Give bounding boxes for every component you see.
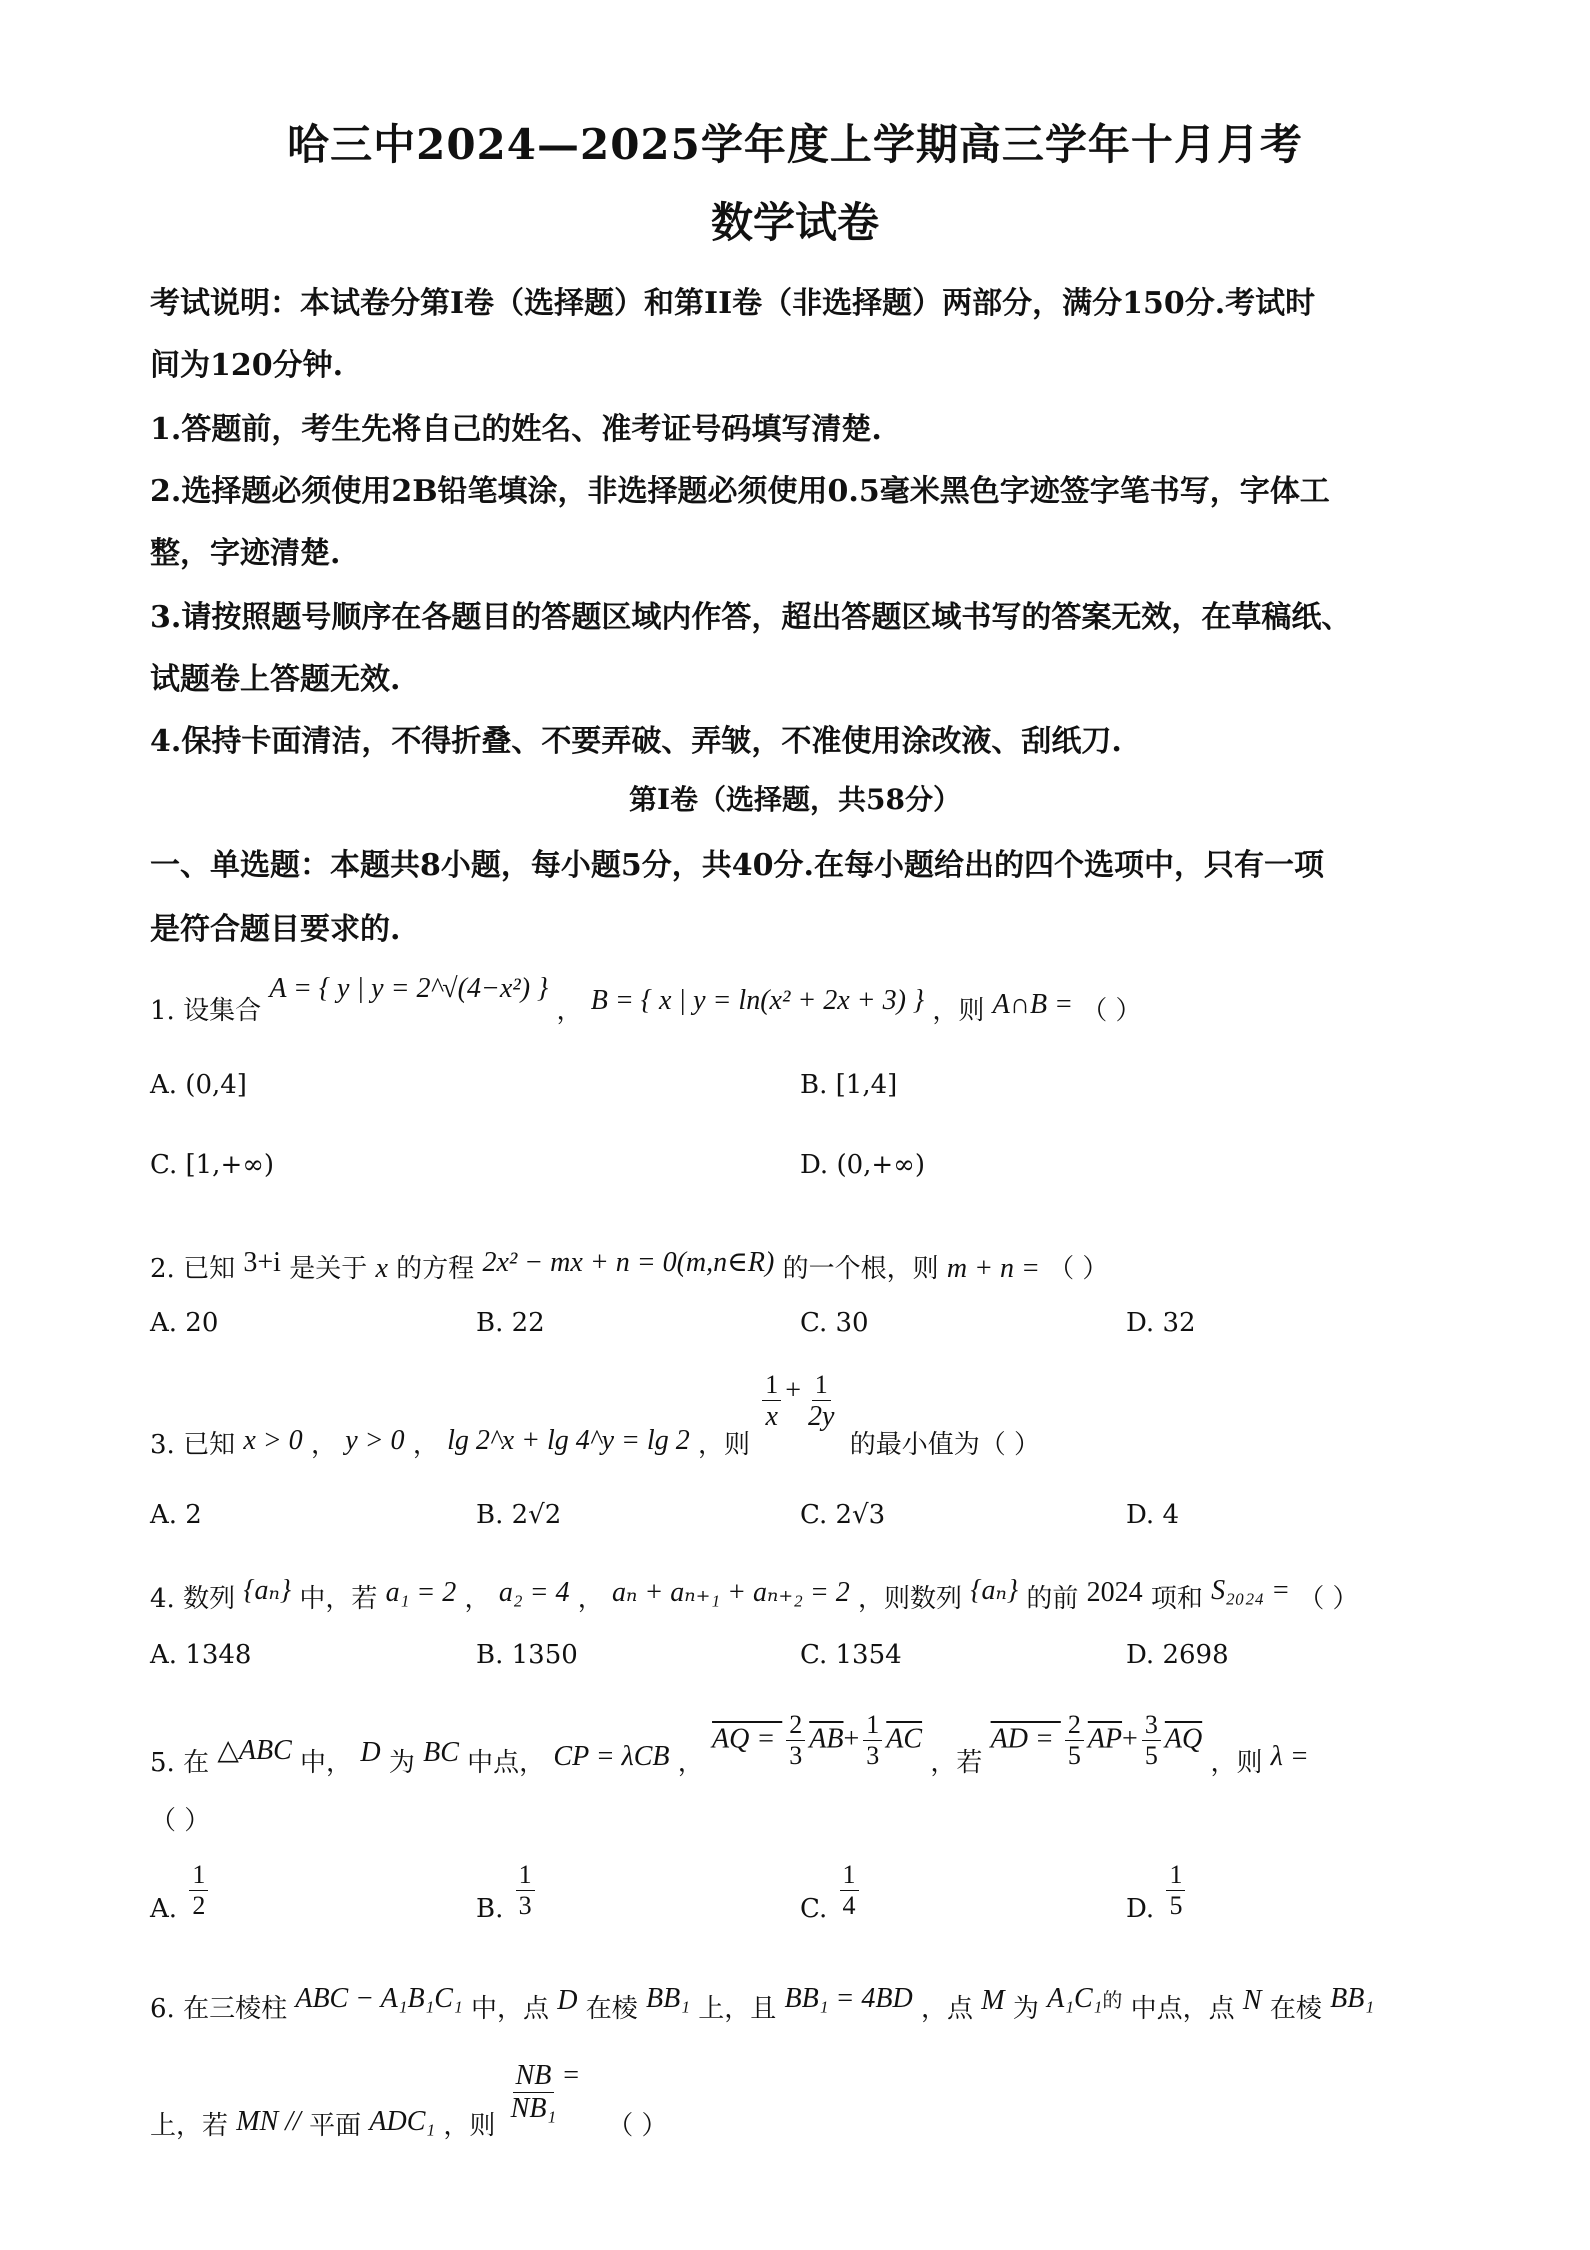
instructions-line-1: 考试说明：本试卷分第I卷（选择题）和第II卷（非选择题）两部分，满分150分.考试时 (150, 286, 1316, 321)
q3-fraction-1 (762, 1370, 781, 1433)
q5-ad-frac1 (1065, 1710, 1084, 1771)
q5-option-b (476, 1860, 539, 1925)
q5-aq-frac1 (786, 1710, 805, 1771)
q6-mn-parallel: MN // (236, 2105, 301, 2137)
q1-ask: A∩B = (992, 989, 1073, 1020)
q5-paren: （ ） (150, 1806, 211, 1836)
q4-sequence-2: {aₙ} (970, 1575, 1019, 1606)
q6-prism: ABC − A₁B₁C₁ (295, 1983, 463, 2014)
q5-option-b-den: 3 (518, 1890, 532, 1920)
q3-fraction-2 (805, 1370, 837, 1433)
q2-mid3: 的一个根，则 (782, 1254, 939, 1284)
q3-cond-x: x > 0 (243, 1424, 303, 1456)
q4-mid3: 的前 (1026, 1584, 1079, 1614)
q4-option-c: C. 1354 (800, 1640, 902, 1670)
q5-option-d-num: 1 (1166, 1860, 1185, 1891)
q2-option-a: A. 20 (150, 1308, 219, 1338)
q4-cond-a2: a₂ = 4 (498, 1577, 570, 1608)
section-title: 第I卷（选择题，共58分） (628, 783, 962, 816)
q6-mid7: 在棱 (1269, 1994, 1322, 2024)
q5-ad-v1: $\overline{AP}$ (1087, 1723, 1123, 1755)
q1-option-c: C. [1,+∞) (150, 1150, 275, 1180)
q5-point-d: D (360, 1737, 381, 1769)
q5-option-a-num: 1 (189, 1860, 208, 1891)
instruction-item-1: 1.答题前，考生先将自己的姓名、准考证号码填写清楚. (150, 412, 882, 447)
q5-option-c-den: 4 (842, 1890, 856, 1920)
q3-sep-1: ， (310, 1429, 337, 1460)
q6-mid1: 中，点 (470, 1994, 549, 2024)
q2-ask: m + n = (946, 1253, 1040, 1284)
q6-segment-a1c1: A₁C₁ (1047, 1983, 1103, 2014)
q5-mid2: 为 (388, 1748, 415, 1779)
q4-option-d: D. 2698 (1126, 1640, 1229, 1670)
q1-paren: （ ） (1081, 996, 1142, 1026)
q2-mid1: 是关于 (289, 1254, 368, 1284)
q5-sep-2: ，若 (930, 1748, 983, 1779)
q3-frac1-num: 1 (762, 1370, 781, 1401)
q3-cond-y: y > 0 (345, 1424, 405, 1456)
question-4 (150, 1575, 1450, 1615)
q5-option-c-num: 1 (840, 1860, 859, 1891)
question-6 (150, 1983, 1450, 2025)
q3-cond-log: lg 2^x + lg 4^y = lg 2 (447, 1424, 690, 1456)
q6-mid5: 为 (1012, 1994, 1039, 2024)
q6-de: 的 (1102, 1988, 1123, 2012)
q5-ad-frac2-den: 5 (1144, 1740, 1158, 1770)
q5-mid1: 中， (300, 1748, 353, 1779)
q5-aq-v1: $\overline{AB}$ (809, 1723, 844, 1755)
question-3 (150, 1370, 1450, 1460)
q5-aq-frac2 (863, 1710, 882, 1771)
part1-heading-a: 一、单选题：本题共8小题，每小题5分，共40分.在每小题给出的四个选项中，只有一项 (150, 848, 1324, 883)
q4-recurrence: aₙ + aₙ₊₁ + aₙ₊₂ = 2 (612, 1577, 850, 1608)
q4-ask: S₂₀₂₄ = (1211, 1575, 1291, 1606)
q5-segment-bc: BC (423, 1737, 459, 1769)
q5-option-d-frac (1166, 1860, 1185, 1921)
q1-option-d: D. (0,+∞) (800, 1150, 925, 1180)
exam-title: 哈三中2024—2025学年度上学期高三学年十月月考 (287, 120, 1303, 169)
q4-n: 2024 (1086, 1577, 1143, 1608)
q4-option-b: B. 1350 (476, 1640, 578, 1670)
q6-mid4: ，点 (920, 1994, 973, 2024)
q6-prefix: 6. 在三棱柱 (150, 1994, 288, 2024)
q5-mid3: 中点， (467, 1748, 546, 1779)
q5-ad-frac2-num: 3 (1142, 1710, 1161, 1741)
q6-plane-adc1: ADC₁ (369, 2105, 436, 2137)
q4-sep-2: ， (577, 1584, 604, 1614)
q1-tail: ，则 (932, 996, 985, 1026)
q5-aq-frac2-den: 3 (866, 1740, 880, 1770)
q5-vector-cp: CP = λCB (553, 1741, 670, 1773)
q5-option-b-num: 1 (516, 1860, 535, 1891)
q6-frac-num: NB (513, 2060, 555, 2093)
q5-aq-frac1-num: 2 (786, 1710, 805, 1741)
q2-equation: 2x² − mx + n = 0(m,n∈R) (482, 1247, 775, 1278)
q4-option-a: A. 1348 (150, 1640, 252, 1670)
q1-set-b: B = { x | y = ln(x² + 2x + 3) } (590, 985, 925, 1016)
q3-tail: 的最小值为（ ） (849, 1429, 1041, 1460)
q5-vector-ad (991, 1710, 1203, 1771)
question-5 (150, 1700, 1450, 1779)
q4-paren: （ ） (1298, 1584, 1359, 1614)
q5-option-d-label: D. (1126, 1894, 1155, 1925)
q2-mid2: 的方程 (396, 1254, 475, 1284)
q3-frac2-num: 1 (812, 1370, 831, 1401)
q4-sep-1: ， (464, 1584, 491, 1614)
q5-ad-frac2 (1142, 1710, 1161, 1771)
q6-edge-bb1: BB₁ (646, 1983, 690, 2014)
q5-ad-v2: $\overline{AQ}$ (1164, 1723, 1203, 1755)
q6-point-n: N (1242, 1985, 1262, 2016)
q2-prefix: 2. 已知 (150, 1254, 236, 1284)
q3-sep-2: ， (412, 1429, 439, 1460)
q5-ad-frac1-den: 5 (1067, 1740, 1081, 1770)
q4-mid4: 项和 (1150, 1584, 1203, 1614)
q1-option-a: A. (0,4] (150, 1070, 247, 1100)
question-6-line-2 (150, 2059, 1450, 2141)
part1-heading-b: 是符合题目要求的. (150, 912, 401, 947)
q6-line2-prefix: 上，若 (150, 2110, 229, 2141)
q3-plus: + (785, 1374, 802, 1406)
q5-ad-plus: + (1122, 1723, 1138, 1755)
instruction-item-3b: 试题卷上答题无效. (150, 662, 401, 697)
q2-var: x (375, 1253, 388, 1284)
q5-prefix: 5. 在 (150, 1748, 210, 1779)
q1-comma: ， (556, 996, 583, 1026)
q4-mid2: ，则数列 (858, 1584, 963, 1614)
q2-paren: （ ） (1048, 1254, 1109, 1284)
q5-aq-label: AQ = (712, 1723, 783, 1755)
q5-option-c-label: C. (800, 1894, 828, 1925)
q6-mid8: ，则 (443, 2110, 496, 2141)
q5-aq-plus: + (843, 1723, 860, 1755)
q3-frac2-den: 2y (808, 1400, 835, 1432)
q4-prefix: 4. 数列 (150, 1584, 236, 1614)
q1-option-b: B. [1,4] (800, 1070, 898, 1100)
q6-mid2: 在棱 (585, 1994, 638, 2024)
question-1 (150, 973, 1450, 1027)
instructions-line-2: 间为120分钟. (150, 348, 344, 383)
q5-option-a (150, 1860, 212, 1925)
instruction-item-2a: 2.选择题必须使用2B铅笔填涂，非选择题必须使用0.5毫米黑色字迹签字笔书写，字体工 (150, 474, 1330, 509)
q3-option-c: C. 2√3 (800, 1500, 886, 1530)
q5-ad-frac1-num: 2 (1065, 1710, 1084, 1741)
q1-set-a: A = { y | y = 2^√(4−x²) } (269, 973, 549, 1004)
instruction-item-4: 4.保持卡面清洁，不得折叠、不要弄破、弄皱，不准使用涂改液、刮纸刀. (150, 724, 1122, 759)
q3-option-a: A. 2 (150, 1500, 202, 1530)
q5-option-a-den: 2 (192, 1890, 206, 1920)
q1-prefix: 1. 设集合 (150, 996, 262, 1026)
q6-point-m: M (981, 1985, 1005, 2016)
q5-mid4: ，则 (1210, 1748, 1263, 1779)
q4-cond-a1: a₁ = 2 (385, 1577, 457, 1608)
q6-paren: （ ） (607, 2110, 668, 2141)
q2-root: 3+i (243, 1247, 281, 1278)
exam-subtitle: 数学试卷 (710, 198, 879, 247)
q6-mid3: 上，且 (698, 1994, 777, 2024)
q5-option-b-frac (516, 1860, 535, 1921)
q6-equals: = (563, 2059, 579, 2091)
q2-option-d: D. 32 (1126, 1308, 1196, 1338)
q6-plane: 平面 (309, 2110, 362, 2141)
q6-edge-bb1-2: BB₁ (1330, 1983, 1375, 2014)
q5-option-c-frac (840, 1860, 859, 1921)
q5-option-d-den: 5 (1169, 1890, 1183, 1920)
instruction-item-2b: 整，字迹清楚. (150, 536, 341, 571)
q6-mid6: 中点，点 (1130, 1994, 1235, 2024)
q2-option-b: B. 22 (476, 1308, 545, 1338)
q6-frac-den: NB₁ (510, 2093, 557, 2125)
q5-vector-aq (712, 1710, 922, 1771)
q4-mid1: 中，若 (299, 1584, 378, 1614)
q3-frac1-den: x (765, 1400, 778, 1432)
instruction-item-3a: 3.请按照题号顺序在各题目的答题区域内作答，超出答题区域书写的答案无效，在草稿纸、 (150, 600, 1352, 635)
q6-fraction (508, 2060, 560, 2125)
question-2 (150, 1248, 1450, 1285)
q5-option-a-label: A. (150, 1894, 178, 1925)
q5-option-a-frac (189, 1860, 208, 1921)
q6-point-d: D (557, 1985, 578, 2016)
q5-option-b-label: B. (476, 1894, 504, 1925)
q3-prefix: 3. 已知 (150, 1429, 236, 1460)
q6-relation: BB₁ = 4BD (784, 1983, 913, 2014)
q5-aq-frac1-den: 3 (789, 1740, 803, 1770)
q5-triangle: △ABC (217, 1735, 292, 1767)
q3-option-d: D. 4 (1126, 1500, 1179, 1530)
q5-sep-1: ， (677, 1748, 704, 1779)
q4-sequence: {aₙ} (243, 1575, 292, 1606)
q5-aq-frac2-num: 1 (863, 1710, 882, 1741)
q3-option-b: B. 2√2 (476, 1500, 562, 1530)
q5-ask: λ = (1270, 1741, 1309, 1773)
q5-option-c (800, 1860, 863, 1925)
q5-ad-label: AD = (990, 1723, 1061, 1755)
q5-option-d (1126, 1860, 1189, 1925)
q3-mid: ，则 (697, 1429, 750, 1460)
q2-option-c: C. 30 (800, 1308, 869, 1338)
q5-aq-v2: $\overline{AC}$ (886, 1723, 923, 1755)
